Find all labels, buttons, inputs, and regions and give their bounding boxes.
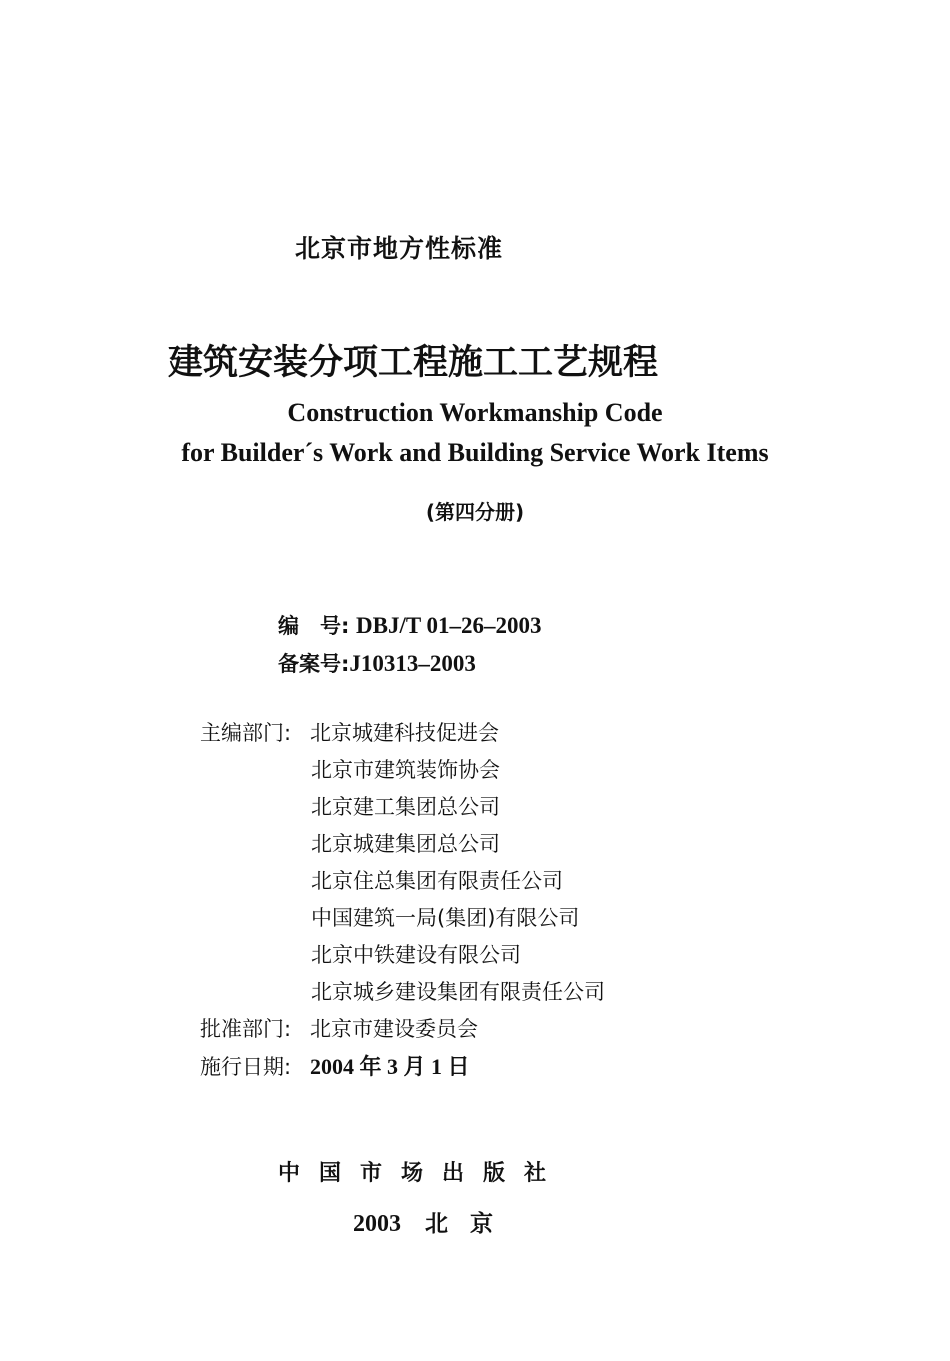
- english-title-line-1: Construction Workmanship Code: [287, 398, 663, 427]
- chief-editor-item: 中国建筑一局(集团)有限公司: [311, 906, 580, 930]
- standard-code-row: [278, 610, 542, 640]
- record-number-label: 备案号:: [278, 652, 350, 676]
- publisher-name: 中国市场出版社: [278, 1161, 566, 1186]
- chinese-title: 建筑安装分项工程施工工艺规程: [168, 343, 659, 383]
- chief-editor-item: 北京住总集团有限责任公司: [311, 869, 563, 893]
- approval-row: [200, 1013, 478, 1043]
- chief-editor-item: 北京城建集团总公司: [311, 832, 500, 856]
- chief-editor-item: 北京建工集团总公司: [311, 795, 500, 819]
- standard-type-heading: 北京市地方性标准: [295, 234, 504, 263]
- publication-year: 2003: [353, 1211, 401, 1237]
- standard-code-label: 编 号:: [278, 614, 350, 638]
- publication-place: 北京: [425, 1211, 515, 1237]
- effective-date-label: 施行日期:: [200, 1055, 292, 1079]
- effective-date-value: 2004 年 3 月 1 日: [310, 1054, 470, 1079]
- chief-editor-item: 北京中铁建设有限公司: [311, 943, 521, 967]
- chief-editor-item: 北京城乡建设集团有限责任公司: [311, 980, 605, 1004]
- record-number-value: J10313–2003: [349, 651, 476, 676]
- approval-label: 批准部门:: [200, 1017, 292, 1041]
- publication-line: [353, 1205, 515, 1238]
- record-number-row: [278, 648, 476, 678]
- volume-label: (第四分册): [425, 500, 525, 524]
- chief-editors-row: [200, 717, 499, 747]
- effective-date-row: [200, 1050, 470, 1081]
- chief-editor-item: 北京城建科技促进会: [310, 721, 499, 745]
- chief-editor-item: 北京市建筑装饰协会: [311, 758, 500, 782]
- standard-code-value: DBJ/T 01–26–2003: [356, 613, 542, 638]
- approval-value: 北京市建设委员会: [310, 1017, 478, 1041]
- chief-editors-label: 主编部门:: [200, 721, 292, 745]
- english-title-line-2: for Builder´s Work and Building Service Work Items: [181, 438, 769, 467]
